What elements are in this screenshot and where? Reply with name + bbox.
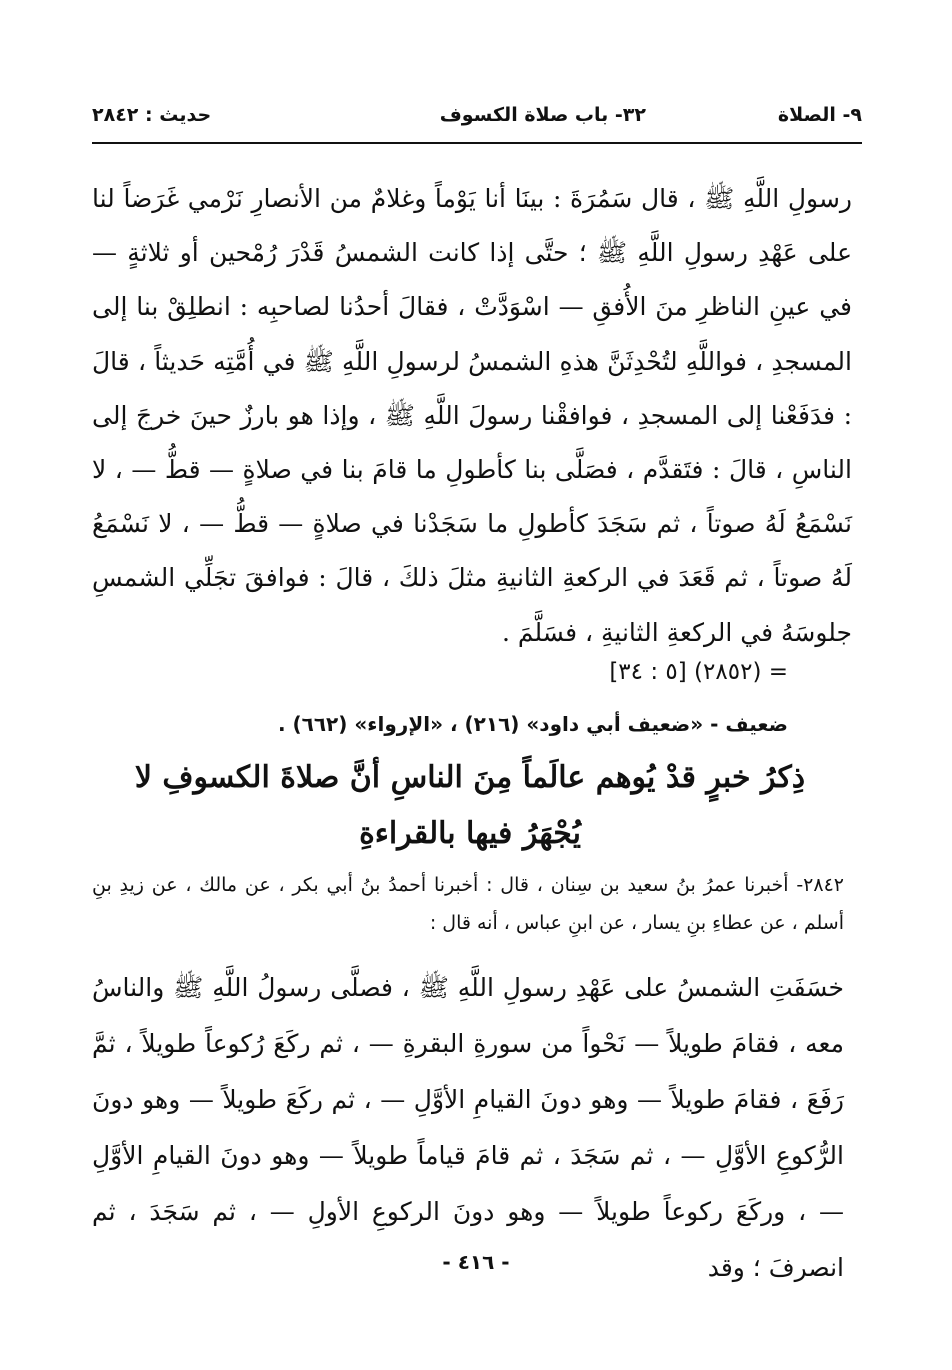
header-hadith-number: حديث : ٢٨٤٢ bbox=[92, 104, 212, 126]
body-paragraph bbox=[92, 172, 852, 660]
page-number: - ٤١٦ - bbox=[442, 1250, 510, 1274]
header-chapter-title: ٣٢- باب صلاة الكسوف bbox=[439, 104, 646, 126]
header-divider bbox=[92, 142, 862, 144]
reference-line: = (٢٨٥٢) [٥ : ٣٤] bbox=[609, 659, 788, 685]
hadith-text bbox=[92, 960, 844, 1296]
chapter-heading: ذِكرُ خبرٍ قدْ يُوهم عالَماً مِنَ الناسِ أنَّ صلاةَ الكسوفِ لا يُجْهَرُ فيها بالقراءةِ bbox=[134, 760, 806, 851]
running-header bbox=[92, 104, 862, 136]
hadith-text-body: خسَفَتِ الشمسُ على عَهْدِ رسولِ اللَّهِ ﷺ ، فصلَّى رسولُ اللَّهِ ﷺ والناسُ معه ، فقامَ طويلاً — نَحْواً من سورةِ البقرةِ — ، ثم ركَعَ رُكوعاً طويلاً ، ثمَّ رَفَعَ ، فقامَ طويلاً — وهو دونَ القيامِ الأوَّلِ — ، ثم ركَعَ طويلاً — وهو دونَ الرُّكوعِ الأوَّلِ — ، ثم سَجَدَ ، ثم قامَ قياماً طويلاً — وهو دونَ القيامِ الأوَّلِ — ، وركَعَ ركوعاً طويلاً — وهو دونَ الركوعِ الأولِ — ، ثم سَجَدَ ، ثم انصرفَ ؛ وقد bbox=[92, 973, 844, 1282]
grading-note: ضعيف - «ضعيف أبي داود» (٢١٦) ، «الإرواء» (٦٦٢) . bbox=[277, 712, 788, 736]
isnad-chain: ٢٨٤٢- أخبرنا عمرُ بنُ سعيد بن سِنان ، قال : أخبرنا أحمدُ بنُ أبي بكر ، عن مالك ، عن زيدِ بنِ أسلم ، عن عطاءِ بنِ يسار ، عن ابنِ عباس ، أنه قال : bbox=[92, 874, 844, 934]
body-paragraph-text: رسولِ اللَّهِ ﷺ ، قال سَمُرَةَ : بينَا أنا يَوْماً وغلامٌ من الأنصارِ نَرْمي غَرَضاً لنا على عَهْدِ رسولِ اللَّهِ ﷺ ؛ حتَّى إذا كانت الشمسُ قَدْرَ رُمْحين أو ثلاثةٍ — في عينِ الناظرِ منَ الأُفقِ — اسْوَدَّتْ ، فقالَ أحدُنا لصاحبِه : انطلِقْ بنا إلى المسجدِ ، فواللَّهِ لتُحْدِثَنَّ هذهِ الشمسُ لرسولِ اللَّهِ ﷺ في أُمَّتِه حَديثاً ، قالَ : فدَفَعْنا إلى المسجدِ ، فوافقْنا رسولَ اللَّهِ ﷺ ، وإذا هو بارزٌ حينَ خرجَ إلى الناسِ ، قالَ : فتَقدَّم ، فصَلَّى بنا كأطولِ ما قامَ بنا في صلاةٍ — قطُّ — ، لا نَسْمَعُ لَهُ صوتاً ، ثم سَجَدَ كأطولِ ما سَجَدْنا في صلاةٍ — قطُّ — ، لا نَسْمَعُ لَهُ صوتاً ، ثم قَعَدَ في الركعةِ الثانيةِ مثلَ ذلكَ ، قالَ : فوافقَ تجَلِّي الشمسِ جلوسَهُ في الركعةِ الثانيةِ ، فسَلَّمَ . bbox=[92, 184, 852, 647]
header-chapter: ٩- الصلاة bbox=[777, 104, 862, 126]
